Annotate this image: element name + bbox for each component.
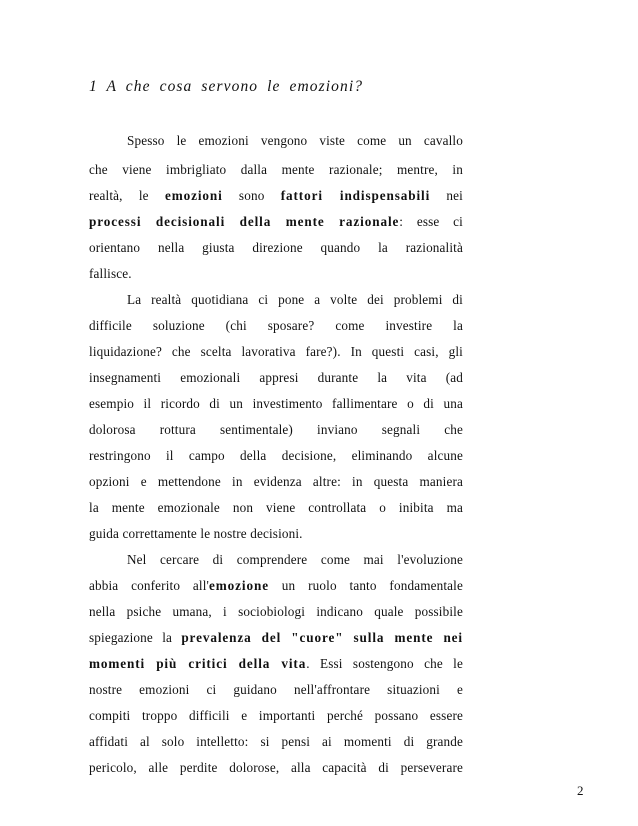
text-span: restringono il campo della decisione, eliminando alcune <box>89 448 463 463</box>
text-span: La realtà quotidiana ci pone a volte dei problemi di <box>127 292 463 307</box>
text-line <box>89 758 463 778</box>
text-span: dolorosa rottura sentimentale) inviano segnali che <box>89 422 463 437</box>
text-span: affidati al solo intelletto: si pensi ai momenti di grande <box>89 734 463 749</box>
text-line <box>89 732 463 752</box>
text-line <box>127 290 463 310</box>
text-span: difficile soluzione (chi sposare? come investire la <box>89 318 463 333</box>
text-line <box>89 628 463 648</box>
text-span: realtà, le <box>89 188 165 203</box>
text-line <box>89 316 463 336</box>
bold-phrase: fattori indispensabili <box>280 188 431 203</box>
bold-phrase: emozione <box>209 578 269 593</box>
text-span: la mente emozionale non viene controllata o inibita ma <box>89 500 463 515</box>
text-span: nella psiche umana, i sociobiologi indicano quale possibile <box>89 604 463 619</box>
text-line <box>89 576 463 596</box>
text-line <box>89 212 463 232</box>
bold-phrase: processi decisionali della mente razionale <box>89 214 400 229</box>
text-line <box>89 446 463 466</box>
text-span: un ruolo tanto fondamentale <box>268 578 463 593</box>
text-line <box>89 706 463 726</box>
text-span: nei <box>430 188 463 203</box>
text-line <box>89 654 463 674</box>
page-number: 2 <box>577 783 584 798</box>
text-span: che viene imbrigliato dalla mente razionale; mentre, in <box>89 162 463 177</box>
text-span: orientano nella giusta direzione quando la razionalità <box>89 240 463 255</box>
text-span: spiegazione la <box>89 630 182 645</box>
text-span: liquidazione? che scelta lavorativa fare?). In questi casi, gli <box>89 344 463 359</box>
text-line <box>89 602 463 622</box>
text-span: pericolo, alle perdite dolorose, alla capacità di perseverare <box>89 760 463 775</box>
text-line <box>89 264 463 284</box>
text-line <box>89 420 463 440</box>
text-span: esempio il ricordo di un investimento fallimentare o di una <box>89 396 463 411</box>
text-span: Nel cercare di comprendere come mai l'evoluzione <box>127 552 463 567</box>
text-line <box>89 394 463 414</box>
text-span: abbia conferito all' <box>89 578 210 593</box>
bold-phrase: emozioni <box>164 188 223 203</box>
text-span: guida correttamente le nostre decisioni. <box>89 526 303 541</box>
text-span: insegnamenti emozionali appresi durante la vita (ad <box>89 370 463 385</box>
text-line <box>127 550 463 570</box>
text-line <box>89 368 463 388</box>
text-line <box>89 342 463 362</box>
text-span: sono <box>222 188 281 203</box>
text-span: compiti troppo difficili e importanti perché possano essere <box>89 708 463 723</box>
text-line <box>89 186 463 206</box>
text-span: Spesso le emozioni vengono viste come un cavallo <box>127 133 463 148</box>
text-span: fallisce. <box>89 266 132 281</box>
text-line <box>89 472 463 492</box>
bold-phrase: momenti più critici della vita <box>89 656 307 671</box>
bold-phrase: prevalenza del "cuore" sulla mente nei <box>181 630 463 645</box>
text-span: . Essi sostengono che le <box>306 656 464 671</box>
section-heading: 1 A che cosa servono le emozioni? <box>89 78 364 95</box>
text-line <box>89 680 463 700</box>
text-span: nostre emozioni ci guidano nell'affrontare situazioni e <box>89 682 463 697</box>
text-line <box>89 498 463 518</box>
text-span: : esse ci <box>399 214 463 229</box>
text-line <box>89 160 463 180</box>
text-line <box>127 131 463 151</box>
text-span: opzioni e mettendone in evidenza altre: in questa maniera <box>89 474 463 489</box>
text-line <box>89 524 463 544</box>
text-line <box>89 238 463 258</box>
